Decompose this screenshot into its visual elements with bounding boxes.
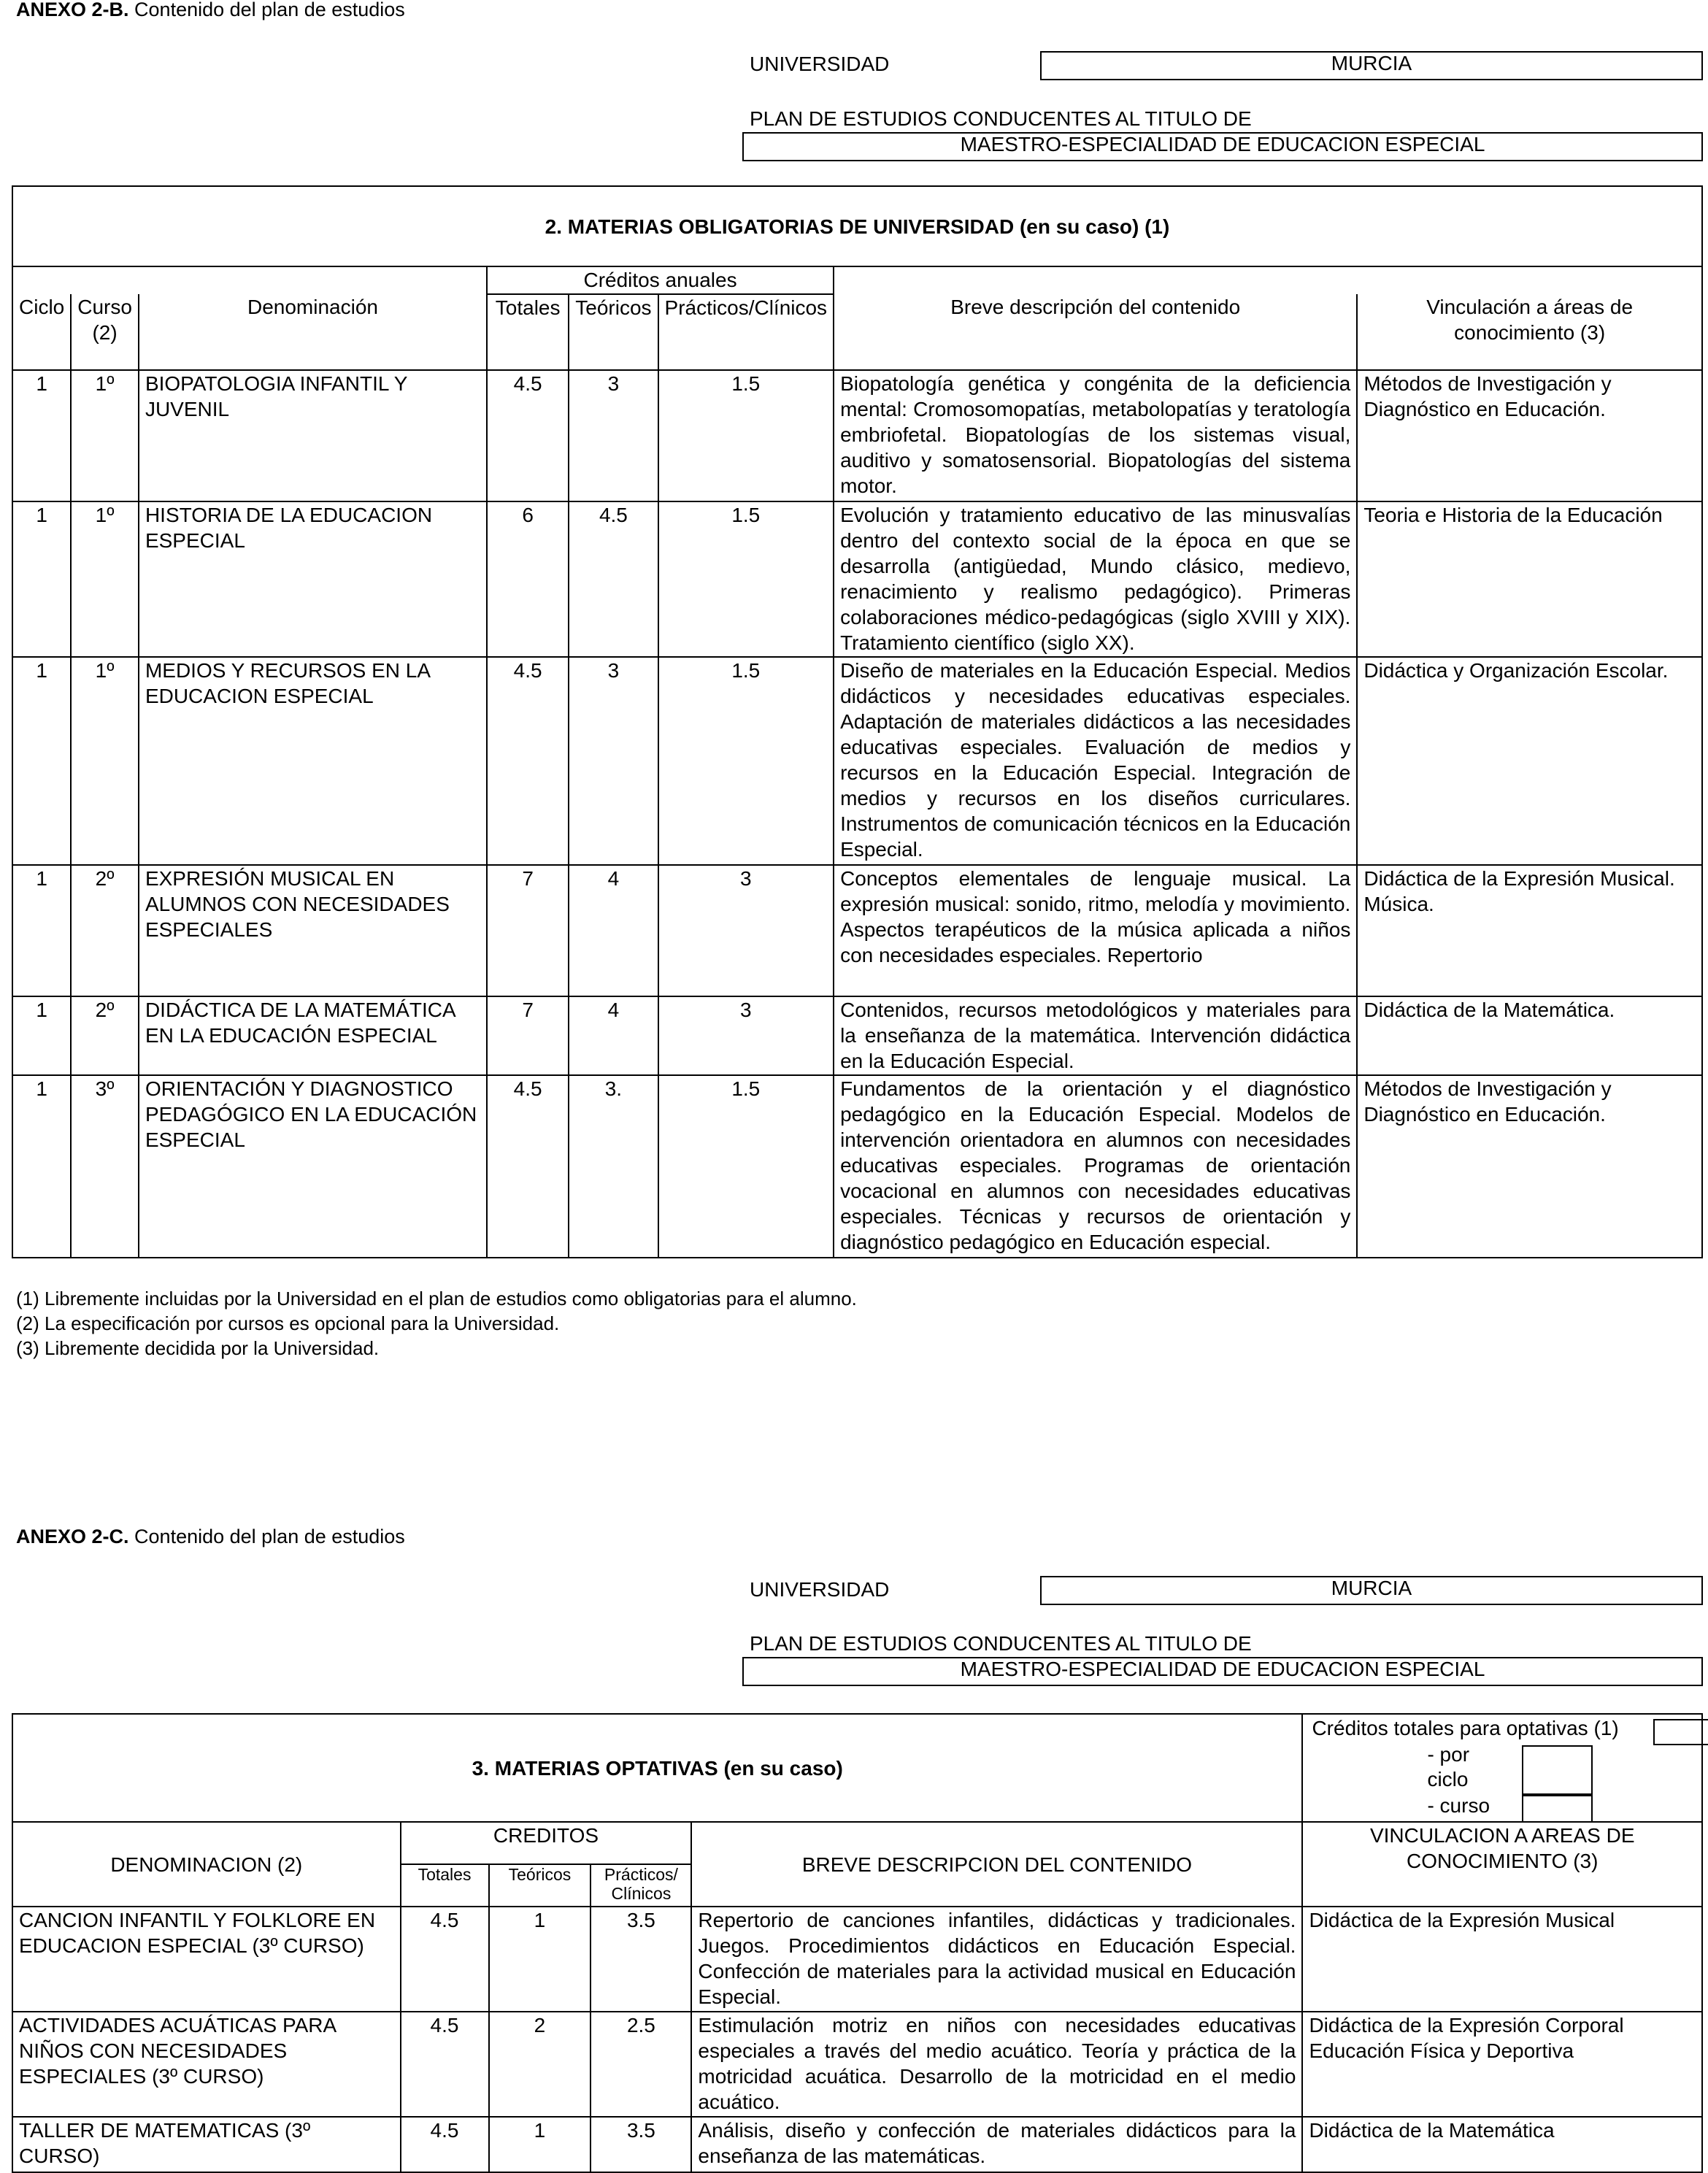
cell-descripcion: Evolución y tratamiento educativo de las minusvalías dentro del contexto social de la época en que se desarrolla (antigüedad, Mundo clásico, medievo, renacimiento y realismo pedagógico). Primeras colaboraciones médico-pedagógicas (siglo XVIII y XIX). Tratamiento científico (siglo XX).	[834, 501, 1357, 657]
cell-practicos: 3	[658, 865, 834, 996]
cell-vinculacion: Métodos de Investigación y Diagnóstico en Educación.	[1357, 1075, 1702, 1258]
cell-practicos: 1.5	[658, 501, 834, 657]
cell-descripcion: Biopatología genética y congénita de la deficiencia mental: Cromosomopatías, metabolopatías y teratología embriofetal. Biopatologías de los sistemas visual, auditivo y somatosensorial. Biopatologías del sistema motor.	[834, 370, 1357, 501]
curso-label: - curso	[1427, 1794, 1490, 1817]
annex-b-label: ANEXO 2-B. Contenido del plan de estudios	[16, 0, 405, 20]
creditos-optativas-label: Créditos totales para optativas (1)	[1312, 1717, 1619, 1739]
table-row	[12, 370, 1702, 501]
table-materias-optativas	[12, 1713, 1703, 2173]
cell-curso: 1º	[71, 370, 139, 501]
cell-teoricos: 3	[569, 657, 658, 865]
cell-teoricos: 4	[569, 865, 658, 996]
cell-descripcion: Análisis, diseño y confección de materiales didácticos para la enseñanza de las matemáticas.	[691, 2117, 1302, 2172]
cell-curso: 1º	[71, 657, 139, 865]
header-descripcion: Breve descripción del contenido	[834, 294, 1357, 370]
cell-teoricos: 1	[489, 2117, 591, 2172]
cell-vinculacion: Didáctica y Organización Escolar.	[1357, 657, 1702, 865]
cell-ciclo: 1	[12, 370, 71, 501]
universidad-value-box: MURCIA	[1040, 1576, 1703, 1605]
cell-totales: 4.5	[487, 370, 569, 501]
cell-denominacion: BIOPATOLOGIA INFANTIL Y JUVENIL	[139, 370, 487, 501]
cell-vinculacion: Métodos de Investigación y Diagnóstico en Educación.	[1357, 370, 1702, 501]
cell-curso: 3º	[71, 1075, 139, 1258]
table-row	[12, 996, 1702, 1075]
cell-curso: 1º	[71, 501, 139, 657]
header-totales: Totales	[401, 1864, 489, 1907]
header-practicos: Prácticos/Clínicos	[658, 294, 834, 370]
cell-practicos: 1.5	[658, 1075, 834, 1258]
cell-denominacion: CANCION INFANTIL Y FOLKLORE EN EDUCACION ESPECIAL (3º CURSO)	[12, 1907, 401, 2012]
header-descripcion: BREVE DESCRIPCION DEL CONTENIDO	[691, 1822, 1302, 1907]
header-ciclo: Ciclo	[12, 294, 71, 370]
cell-denominacion: TALLER DE MATEMATICAS (3º CURSO)	[12, 2117, 401, 2172]
universidad-label: UNIVERSIDAD	[750, 53, 890, 75]
cell-vinculacion: Didáctica de la Expresión Musical. Música.	[1357, 865, 1702, 996]
cell-practicos: 1.5	[658, 657, 834, 865]
header-teoricos: Teóricos	[489, 1864, 591, 1907]
cell-ciclo: 1	[12, 657, 71, 865]
cell-curso: 2º	[71, 996, 139, 1075]
universidad-label: UNIVERSIDAD	[750, 1578, 890, 1601]
footnote: (1) Libremente incluidas por la Universidad en el plan de estudios como obligatorias para el alumno.	[16, 1288, 857, 1309]
table-title: 3. MATERIAS OPTATIVAS (en su caso)	[12, 1714, 1302, 1822]
cell-totales: 4.5	[401, 2012, 489, 2117]
cell-vinculacion: Didáctica de la Matemática.	[1357, 996, 1702, 1075]
creditos-header: Créditos anuales	[487, 266, 834, 294]
cell-practicos: 3	[658, 996, 834, 1075]
universidad-value-box: MURCIA	[1040, 51, 1703, 80]
cell-totales: 4.5	[401, 1907, 489, 2012]
cell-teoricos: 3.	[569, 1075, 658, 1258]
cell-practicos: 2.5	[591, 2012, 691, 2117]
por-ciclo-label: - por ciclo	[1427, 1743, 1470, 1791]
footnote: (2) La especificación por cursos es opcional para la Universidad.	[16, 1312, 560, 1334]
cell-denominacion: HISTORIA DE LA EDUCACION ESPECIAL	[139, 501, 487, 657]
cell-denominacion: MEDIOS Y RECURSOS EN LA EDUCACION ESPECIAL	[139, 657, 487, 865]
cell-denominacion: EXPRESIÓN MUSICAL EN ALUMNOS CON NECESIDADES ESPECIALES	[139, 865, 487, 996]
cell-descripcion: Conceptos elementales de lenguaje musical. La expresión musical: sonido, ritmo, melodía y movimiento. Aspectos terapéuticos de la música aplicada a niños con necesidades especiales. Repertorio	[834, 865, 1357, 996]
plan-label: PLAN DE ESTUDIOS CONDUCENTES AL TITULO DE	[750, 107, 1252, 130]
cell-vinculacion: Didáctica de la Expresión Corporal Educación Física y Deportiva	[1302, 2012, 1702, 2117]
table-row	[12, 501, 1702, 657]
annex-c-label: ANEXO 2-C. Contenido del plan de estudios	[16, 1526, 405, 1547]
cell-totales: 7	[487, 865, 569, 996]
cell-descripcion: Fundamentos de la orientación y el diagnóstico pedagógico en la Educación Especial. Modelos de intervención orientadora en alumnos con necesidades educativas especiales. Programas de orientación vocacional en alumnos con necesidades educativas especiales. Técnicas y recursos de orientación y diagnóstico pedagógico en Educación especial.	[834, 1075, 1357, 1258]
header-practicos: Prácticos/ Clínicos	[591, 1864, 691, 1907]
cell-vinculacion: Teoria e Historia de la Educación	[1357, 501, 1702, 657]
cell-descripcion: Contenidos, recursos metodológicos y materiales para la enseñanza de la matemática. Intervención didáctica en la Educación Especial.	[834, 996, 1357, 1075]
table-row	[12, 1075, 1702, 1258]
header-vinculacion: Vinculación a áreas de conocimiento (3)	[1357, 294, 1702, 370]
table-materias-obligatorias	[12, 185, 1703, 1258]
header-curso: Curso (2)	[71, 294, 139, 370]
creditos-total-box	[1653, 1719, 1708, 1745]
cell-ciclo: 1	[12, 865, 71, 996]
cell-totales: 7	[487, 996, 569, 1075]
table-row	[12, 2012, 1702, 2117]
header-totales: Totales	[487, 294, 569, 370]
cell-practicos: 1.5	[658, 370, 834, 501]
table-title: 2. MATERIAS OBLIGATORIAS DE UNIVERSIDAD (en su caso) (1)	[12, 186, 1702, 266]
cell-totales: 4.5	[401, 2117, 489, 2172]
header-teoricos: Teóricos	[569, 294, 658, 370]
footnote: (3) Libremente decidida por la Universidad.	[16, 1337, 380, 1359]
table-row	[12, 1907, 1702, 2012]
cell-practicos: 3.5	[591, 1907, 691, 2012]
cell-descripcion: Diseño de materiales en la Educación Especial. Medios didácticos y necesidades educativas especiales. Adaptación de materiales didácticos a las necesidades educativas especiales. Evaluación de medios y recursos en la Educación Especial. Integración de medios y recursos en los diseños curriculares. Instrumentos de comunicación técnicos en la Educación Especial.	[834, 657, 1357, 865]
header-vinculacion: VINCULACION A AREAS DE CONOCIMIENTO (3)	[1302, 1822, 1702, 1907]
cell-totales: 4.5	[487, 657, 569, 865]
cell-totales: 6	[487, 501, 569, 657]
cell-practicos: 3.5	[591, 2117, 691, 2172]
cell-ciclo: 1	[12, 501, 71, 657]
creditos-optativas-cell	[1302, 1714, 1702, 1822]
cell-teoricos: 4.5	[569, 501, 658, 657]
cell-denominacion: ACTIVIDADES ACUÁTICAS PARA NIÑOS CON NECESIDADES ESPECIALES (3º CURSO)	[12, 2012, 401, 2117]
header-denominacion: Denominación	[139, 294, 487, 370]
table-row	[12, 657, 1702, 865]
cell-teoricos: 1	[489, 1907, 591, 2012]
cell-curso: 2º	[71, 865, 139, 996]
cell-vinculacion: Didáctica de la Matemática	[1302, 2117, 1702, 2172]
plan-value-box: MAESTRO-ESPECIALIDAD DE EDUCACION ESPECIAL	[742, 1657, 1703, 1686]
cell-teoricos: 2	[489, 2012, 591, 2117]
cell-descripcion: Estimulación motriz en niños con necesidades educativas especiales a través del medio acuático. Teoría y práctica de la motricidad acuática. Desarrollo de la motricidad en el medio acuático.	[691, 2012, 1302, 2117]
cell-ciclo: 1	[12, 1075, 71, 1258]
cell-teoricos: 4	[569, 996, 658, 1075]
table-row	[12, 865, 1702, 996]
cell-descripcion: Repertorio de canciones infantiles, didácticas y tradicionales. Juegos. Procedimientos didácticos en Educación Especial. Confección de materiales para la actividad musical en Educación Especial.	[691, 1907, 1302, 2012]
curso-box	[1522, 1795, 1593, 1823]
plan-value-box: MAESTRO-ESPECIALIDAD DE EDUCACION ESPECIAL	[742, 132, 1703, 161]
footnotes	[16, 1286, 857, 1361]
plan-label: PLAN DE ESTUDIOS CONDUCENTES AL TITULO DE	[750, 1632, 1252, 1655]
cell-ciclo: 1	[12, 996, 71, 1075]
header-denominacion: DENOMINACION (2)	[12, 1822, 401, 1907]
header-creditos: CREDITOS	[401, 1822, 692, 1864]
table-row	[12, 2117, 1702, 2172]
por-ciclo-box	[1522, 1745, 1593, 1795]
cell-denominacion: ORIENTACIÓN Y DIAGNOSTICO PEDAGÓGICO EN LA EDUCACIÓN ESPECIAL	[139, 1075, 487, 1258]
cell-vinculacion: Didáctica de la Expresión Musical	[1302, 1907, 1702, 2012]
cell-totales: 4.5	[487, 1075, 569, 1258]
cell-denominacion: DIDÁCTICA DE LA MATEMÁTICA EN LA EDUCACIÓN ESPECIAL	[139, 996, 487, 1075]
cell-teoricos: 3	[569, 370, 658, 501]
